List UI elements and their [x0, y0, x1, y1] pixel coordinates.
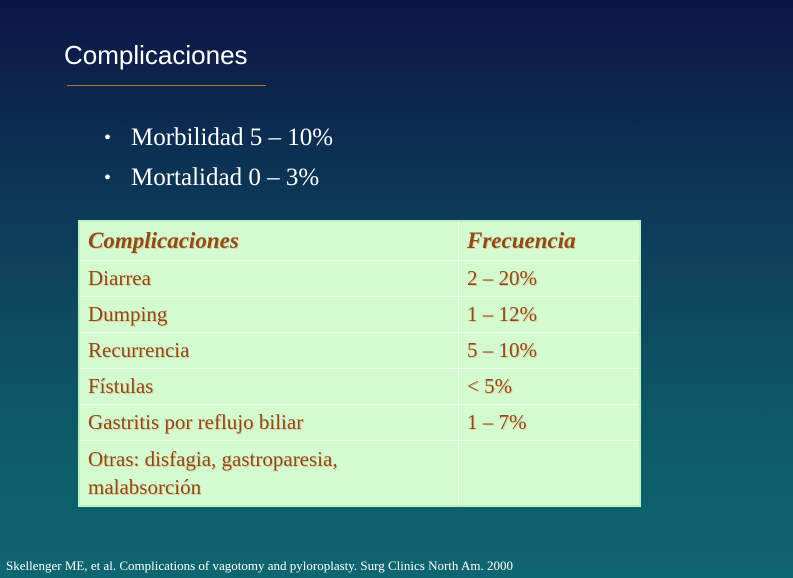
table-row [79, 297, 640, 333]
bullet-dot-icon: • [104, 167, 112, 189]
cell-complication: Recurrencia [79, 333, 459, 369]
complications-table [78, 220, 641, 507]
bullet-item [104, 158, 333, 198]
cell-frequency: < 5% [459, 369, 641, 405]
bullet-text-mortalidad: Mortalidad 0 – 3% [131, 164, 320, 191]
cell-complication: Otras: disfagia, gastroparesia, malabsorción [79, 441, 459, 507]
cell-frequency [459, 441, 641, 507]
table-row [79, 369, 640, 405]
cell-complication: Dumping [79, 297, 459, 333]
cell-frequency: 1 – 12% [459, 297, 641, 333]
bullet-item [104, 118, 333, 158]
citation: Skellenger ME, et al. Complications of vagotomy and pyloroplasty. Surg Clinics North Am. 2000 [6, 558, 513, 573]
bullet-list [104, 118, 333, 198]
cell-frequency: 2 – 20% [459, 261, 641, 297]
table-row [79, 441, 640, 507]
title-underline [67, 85, 266, 86]
cell-complication: Gastritis por reflujo biliar [79, 405, 459, 441]
table-row [79, 405, 640, 441]
cell-complication: Fístulas [79, 369, 459, 405]
table-row [79, 261, 640, 297]
cell-complication: Diarrea [79, 261, 459, 297]
cell-frequency: 1 – 7% [459, 405, 641, 441]
table-row [79, 333, 640, 369]
bullet-text-morbilidad: Morbilidad 5 – 10% [131, 124, 334, 151]
header-frecuencia: Frecuencia [459, 221, 641, 261]
table-header-row [79, 221, 640, 261]
header-complicaciones: Complicaciones [79, 221, 459, 261]
slide-title: Complicaciones [64, 40, 248, 70]
bullet-dot-icon: • [104, 127, 112, 149]
cell-frequency: 5 – 10% [459, 333, 641, 369]
